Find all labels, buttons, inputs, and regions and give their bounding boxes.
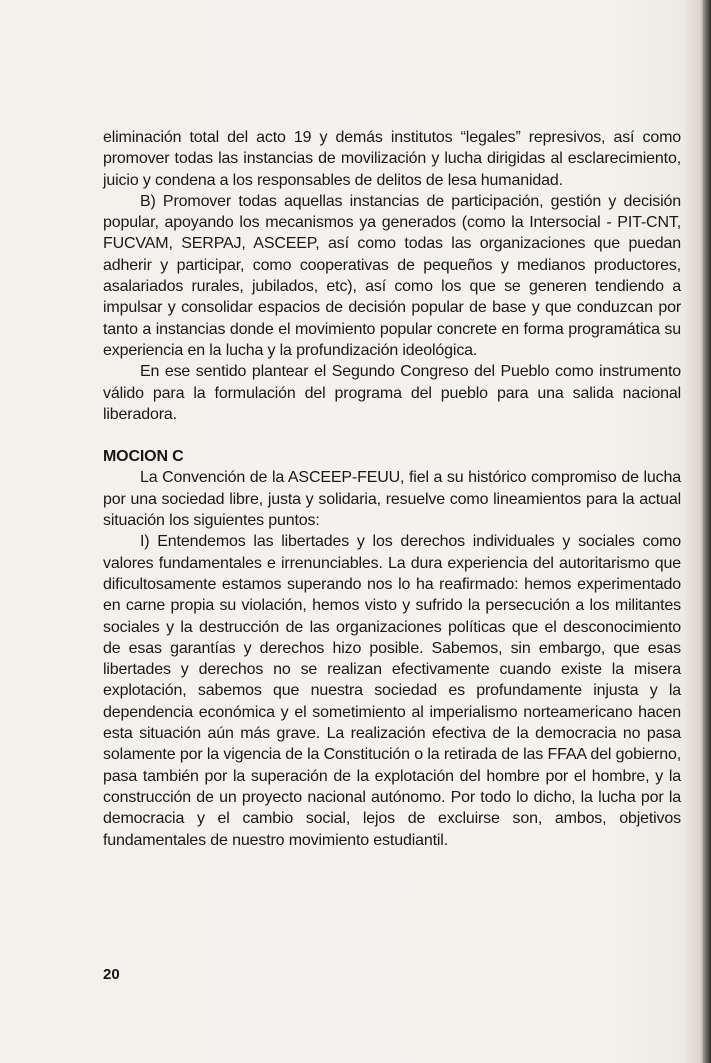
section-gap — [103, 425, 681, 446]
paragraph-b: B) Promover todas aquellas instancias de participación, gestión y decisión popular, apoyando los mecanismos ya generados (como la Intersocial - PIT-CNT, FUCVAM, SERPAJ, ASCEEP, así como todas las organizaciones que puedan adherir y participar, como cooperativas de pequeños y medianos productores, asalariados rurales, jubilados, etc), así como los que se generen tendiendo a impulsar y consolidar espacios de decisión popular de base y que conduzcan por tanto a instancias donde el movimiento popular concrete en forma programática su experiencia en la lucha y la profundización ideológica. — [103, 192, 681, 359]
section-heading: MOCION C — [103, 448, 184, 466]
page-edge-shadow — [703, 0, 711, 1063]
page-number: 20 — [103, 966, 120, 983]
paragraph-point-1: I) Entendemos las libertades y los derechos individuales y sociales como valores fundamentales e irrenunciables. La dura experiencia del autoritarismo que dificultosamente estamos superando nos lo ha reafirmado: hemos experimentado en carne propia su violación, hemos visto y sufrido la persecución a los militantes sociales y la destrucción de las organizaciones políticas que el desconocimiento de esas garantías y derechos hizo posible. Sabemos, sin embargo, que esas libertades y derechos no se realizan efectivamente cuando existe la misera explotación, sabemos que nuestra sociedad es profundamente injusta y la dependencia económica y el sometimiento al imperialismo norteamericano hacen esta situación aún más grave. La realización efectiva de la democracia no pasa solamente por la vigencia de la Constitución o la retirada de las FFAA del gobierno, pasa también por la superación de la explotación del hombre por el hombre, y la construcción de un proyecto nacional autónomo. Por todo lo dicho, la lucha por la democracia y el cambio social, lejos de excluirse son, ambos, objetivos fundamentales de nuestro movimiento estudiantil. — [103, 533, 681, 849]
paragraph-convencion: La Convención de la ASCEEP-FEUU, fiel a su histórico compromiso de lucha por una sociedad libre, justa y solidaria, resuelve como lineamientos para la actual situación los siguientes puntos: — [103, 469, 681, 530]
body-text — [103, 127, 681, 851]
paragraph-intro: eliminación total del acto 19 y demás institutos “legales” represivos, así como promover todas las instancias de movilización y lucha dirigidas al esclarecimiento, juicio y condena a los responsables de delitos de lesa humanidad. — [103, 129, 681, 189]
paragraph-congreso: En ese sentido plantear el Segundo Congreso del Pueblo como instrumento válido para la formulación del programa del pueblo para una salida nacional liberadora. — [103, 363, 681, 423]
